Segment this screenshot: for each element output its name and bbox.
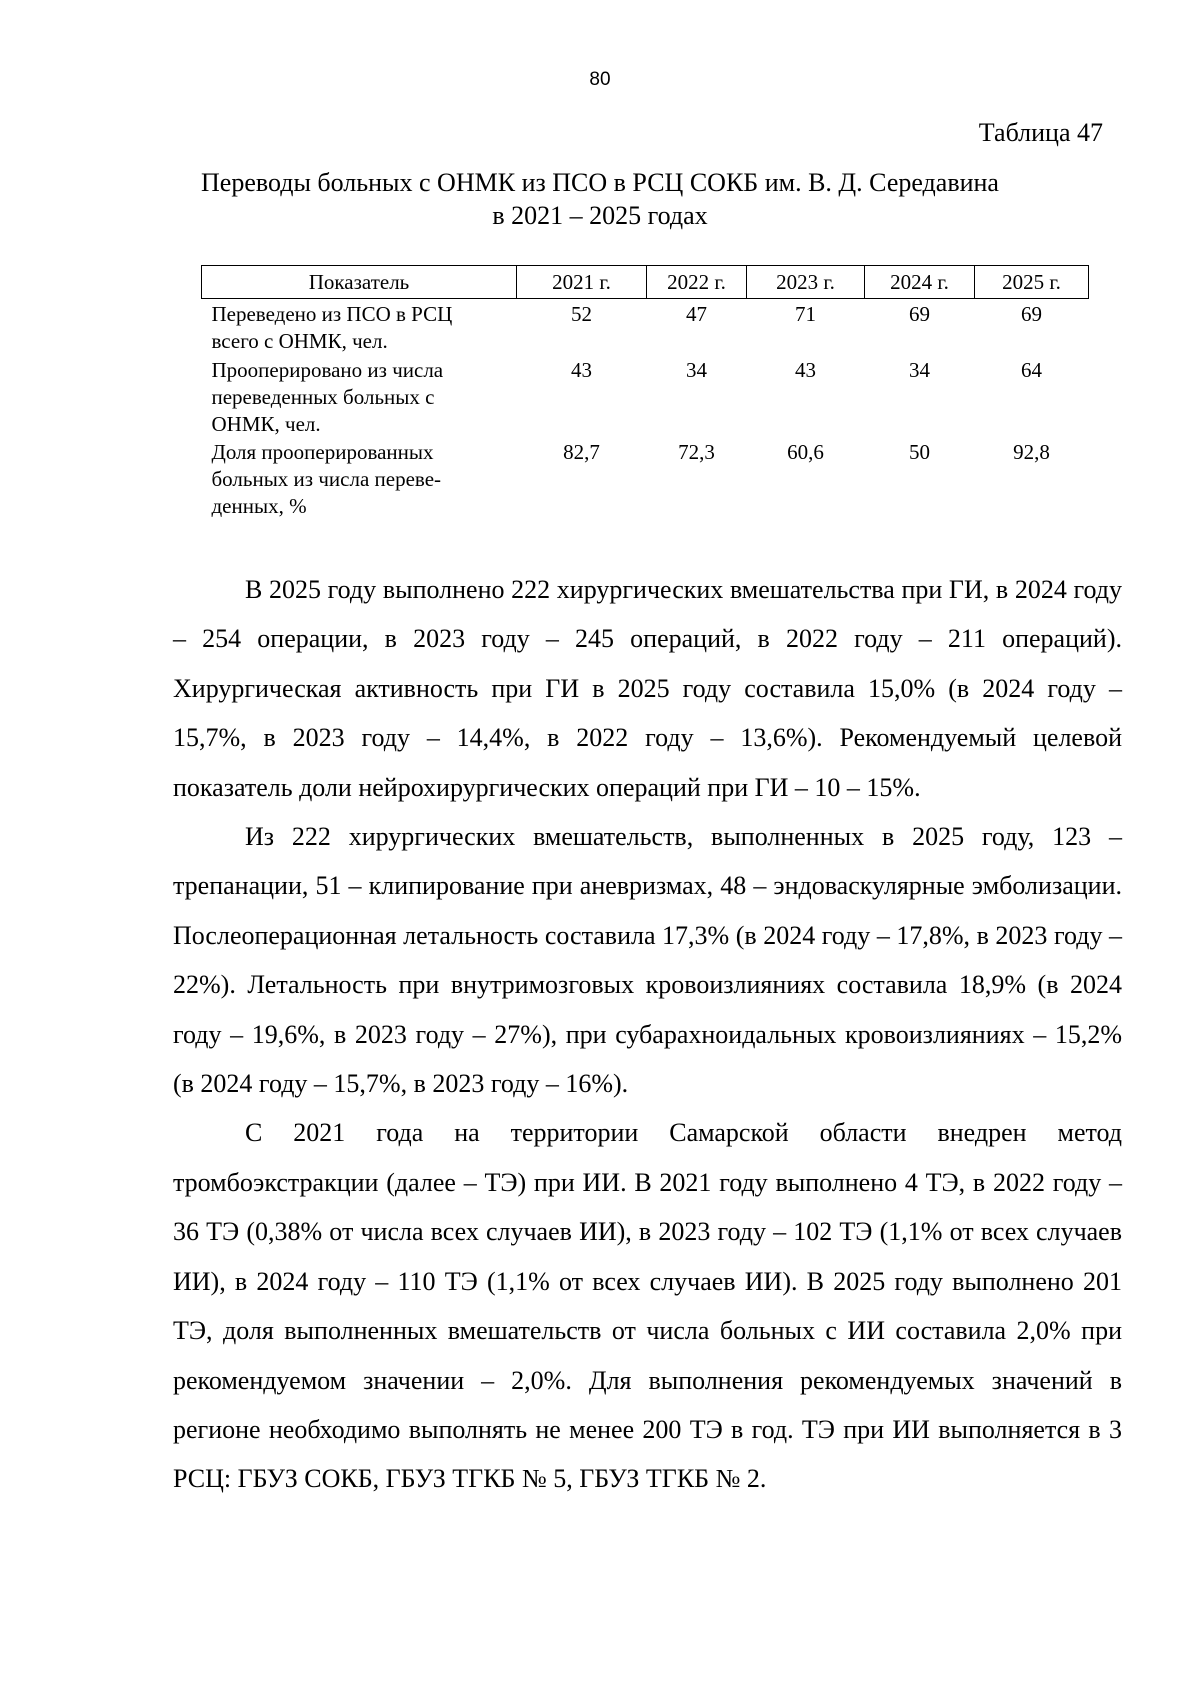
row-label: [202, 439, 517, 520]
table-cell: 60,6: [787, 440, 824, 464]
table-cell: 43: [795, 358, 816, 382]
column-header: 2021 г.: [517, 266, 647, 299]
table-cell: 52: [571, 302, 592, 326]
table-cell: 72,3: [678, 440, 715, 464]
table-cell: 47: [686, 302, 707, 326]
column-header: 2023 г.: [747, 266, 865, 299]
column-header: 2022 г.: [647, 266, 747, 299]
paragraph: С 2021 года на территории Самарской области внедрен метод тромбоэкстракции (далее – ТЭ) при ИИ. В 2021 году выполнено 4 ТЭ, в 2022 году – 36 ТЭ (0,38% от числа всех случаев ИИ), в 2023 году – 102 ТЭ (1,1% от всех случаев ИИ), в 2024 году – 110 ТЭ (1,1% от всех случаев ИИ). В 2025 году выполнено 201 ТЭ, доля выполненных вмешательств от числа больных с ИИ составила 2,0% при рекомендуемом значении – 2,0%. Для выполнения рекомендуемых значений в регионе необходимо выполнять не менее 200 ТЭ в год. ТЭ при ИИ выполняется в 3 РСЦ: ГБУЗ СОКБ, ГБУЗ ТГКБ № 5, ГБУЗ ТГКБ № 2.: [173, 1118, 1122, 1494]
row-label: [202, 357, 517, 439]
table-row: [202, 299, 1089, 358]
data-table: [201, 265, 1089, 520]
table-cell: 50: [909, 440, 930, 464]
table-cell: 92,8: [1013, 440, 1050, 464]
table-cell: 82,7: [563, 440, 600, 464]
row-label: [202, 299, 517, 358]
table-cell: 64: [1021, 358, 1042, 382]
table-title-line-2: в 2021 – 2025 годах: [492, 201, 708, 230]
table-cell: 71: [795, 302, 816, 326]
table-cell: 69: [909, 302, 930, 326]
page-number: 80: [589, 69, 611, 90]
row-label-line: Доля прооперированных: [211, 440, 434, 464]
row-label-line: Прооперировано из числа: [211, 358, 444, 382]
row-label-line: ОНМК, чел.: [211, 412, 321, 436]
column-header: 2024 г.: [865, 266, 975, 299]
table-row: [202, 439, 1089, 520]
column-header: 2025 г.: [975, 266, 1089, 299]
table-title: [170, 166, 1030, 232]
table-cell: 34: [909, 358, 930, 382]
paragraph: Из 222 хирургических вмешательств, выполненных в 2025 году, 123 – трепанации, 51 – клипирование при аневризмах, 48 – эндоваскулярные эмболизации. Послеоперационная летальность составила 17,3% (в 2024 году – 17,8%, в 2023 году – 22%). Летальность при внутримозговых кровоизлияниях составила 18,9% (в 2024 году – 19,6%, в 2023 году – 27%), при субарахноидальных кровоизлияниях – 15,2% (в 2024 году – 15,7%, в 2023 году – 16%).: [173, 822, 1122, 1099]
table-row: [202, 357, 1089, 439]
table-cell: 43: [571, 358, 592, 382]
row-label-line: всего с ОНМК, чел.: [211, 329, 388, 353]
table-title-line-1: Переводы больных с ОНМК из ПСО в РСЦ СОКБ им. В. Д. Середавина: [201, 168, 999, 197]
row-label-line: больных из числа переве-: [211, 467, 442, 491]
row-label-line: Переведено из ПСО в РСЦ: [211, 302, 453, 326]
paragraph: В 2025 году выполнено 222 хирургических вмешательства при ГИ, в 2024 году – 254 операции, в 2023 году – 245 операций, в 2022 году – 211 операций). Хирургическая активность при ГИ в 2025 году составила 15,0% (в 2024 году – 15,7%, в 2023 году – 14,4%, в 2022 году – 13,6%). Рекомендуемый целевой показатель доли нейрохирургических операций при ГИ – 10 – 15%.: [173, 575, 1122, 802]
table-label: Таблица 47: [978, 118, 1103, 147]
row-label-line: денных, %: [211, 494, 307, 518]
table-cell: 69: [1021, 302, 1042, 326]
row-label-line: переведенных больных с: [211, 385, 435, 409]
column-header: Показатель: [202, 266, 517, 299]
table-header-row: [202, 266, 1089, 299]
table-cell: 34: [686, 358, 707, 382]
body-text: [173, 565, 1122, 1504]
